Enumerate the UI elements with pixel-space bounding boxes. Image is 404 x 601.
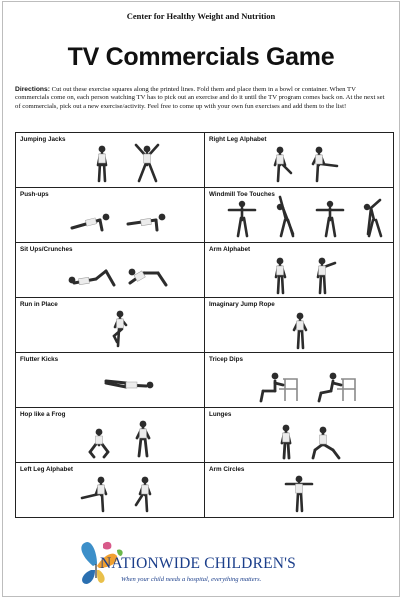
exercise-label: Left Leg Alphabet — [20, 466, 73, 473]
exercise-label: Run in Place — [20, 301, 58, 308]
exercise-label: Tricep Dips — [209, 356, 243, 363]
exercise-label: Imaginary Jump Rope — [209, 301, 275, 308]
exercise-card-flutter-kicks — [16, 353, 205, 408]
exercise-card-tricep-dips — [205, 353, 394, 408]
exercise-card-push-ups — [16, 188, 205, 243]
exercise-card-lunges — [205, 408, 394, 463]
exercise-card-right-leg-alphabet — [205, 133, 394, 188]
brand-tagline: When your child needs a hospital, everything matters. — [121, 576, 262, 583]
flutter-kicks-illustration — [16, 353, 205, 408]
exercise-label: Windmill Toe Touches — [209, 191, 275, 198]
exercise-label: Arm Circles — [209, 466, 245, 473]
exercise-card-hop-like-a-frog — [16, 408, 205, 463]
lunges-illustration — [205, 408, 394, 463]
page-title: TV Commercials Game — [67, 43, 335, 71]
worksheet-page — [2, 1, 400, 597]
run-in-place-illustration — [16, 298, 205, 353]
exercise-card-imaginary-jump-rope — [205, 298, 394, 353]
arm-circles-illustration — [205, 463, 394, 518]
right-leg-alphabet-illustration — [205, 133, 394, 188]
directions-label: Directions: — [15, 86, 50, 93]
organization-name: Center for Healthy Weight and Nutrition — [126, 11, 276, 21]
directions-text: Cut out these exercise squares along the printed lines. Fold them and place them in a bowl or container. When TV commercials come on, each person watching TV has to pick out an exercise and do it until the TV program comes back on. At the next set of commercials, pick out a new exercise/activity. Feel free to come up with your own fun exercises and add them to the list! — [15, 86, 385, 110]
brand-name: NATIONWIDE CHILDREN'S — [100, 555, 296, 572]
exercise-card-sit-ups-crunches — [16, 243, 205, 298]
exercise-label: Right Leg Alphabet — [209, 136, 267, 143]
exercise-card-jumping-jacks — [16, 133, 205, 188]
arm-alphabet-illustration — [205, 243, 394, 298]
jumping-jacks-illustration — [16, 133, 205, 188]
exercise-card-run-in-place — [16, 298, 205, 353]
exercise-card-arm-alphabet — [205, 243, 394, 298]
directions-paragraph — [15, 86, 387, 111]
exercise-label: Jumping Jacks — [20, 136, 66, 143]
exercise-label: Flutter Kicks — [20, 356, 59, 363]
exercise-label: Lunges — [209, 411, 232, 418]
push-ups-illustration — [16, 188, 205, 243]
tricep-dips-illustration — [205, 353, 394, 408]
sit-ups-illustration — [16, 243, 205, 298]
frog-hop-illustration — [16, 408, 205, 463]
exercise-grid — [15, 132, 394, 518]
exercise-card-arm-circles — [205, 463, 394, 518]
exercise-card-left-leg-alphabet — [16, 463, 205, 518]
left-leg-alphabet-illustration — [16, 463, 205, 518]
exercise-card-windmill-toe-touches — [205, 188, 394, 243]
exercise-label: Sit Ups/Crunches — [20, 246, 73, 253]
windmill-toe-touches-illustration — [205, 188, 394, 243]
jump-rope-illustration — [205, 298, 394, 353]
exercise-label: Push-ups — [20, 191, 49, 198]
exercise-label: Hop like a Frog — [20, 411, 66, 418]
exercise-label: Arm Alphabet — [209, 246, 251, 253]
